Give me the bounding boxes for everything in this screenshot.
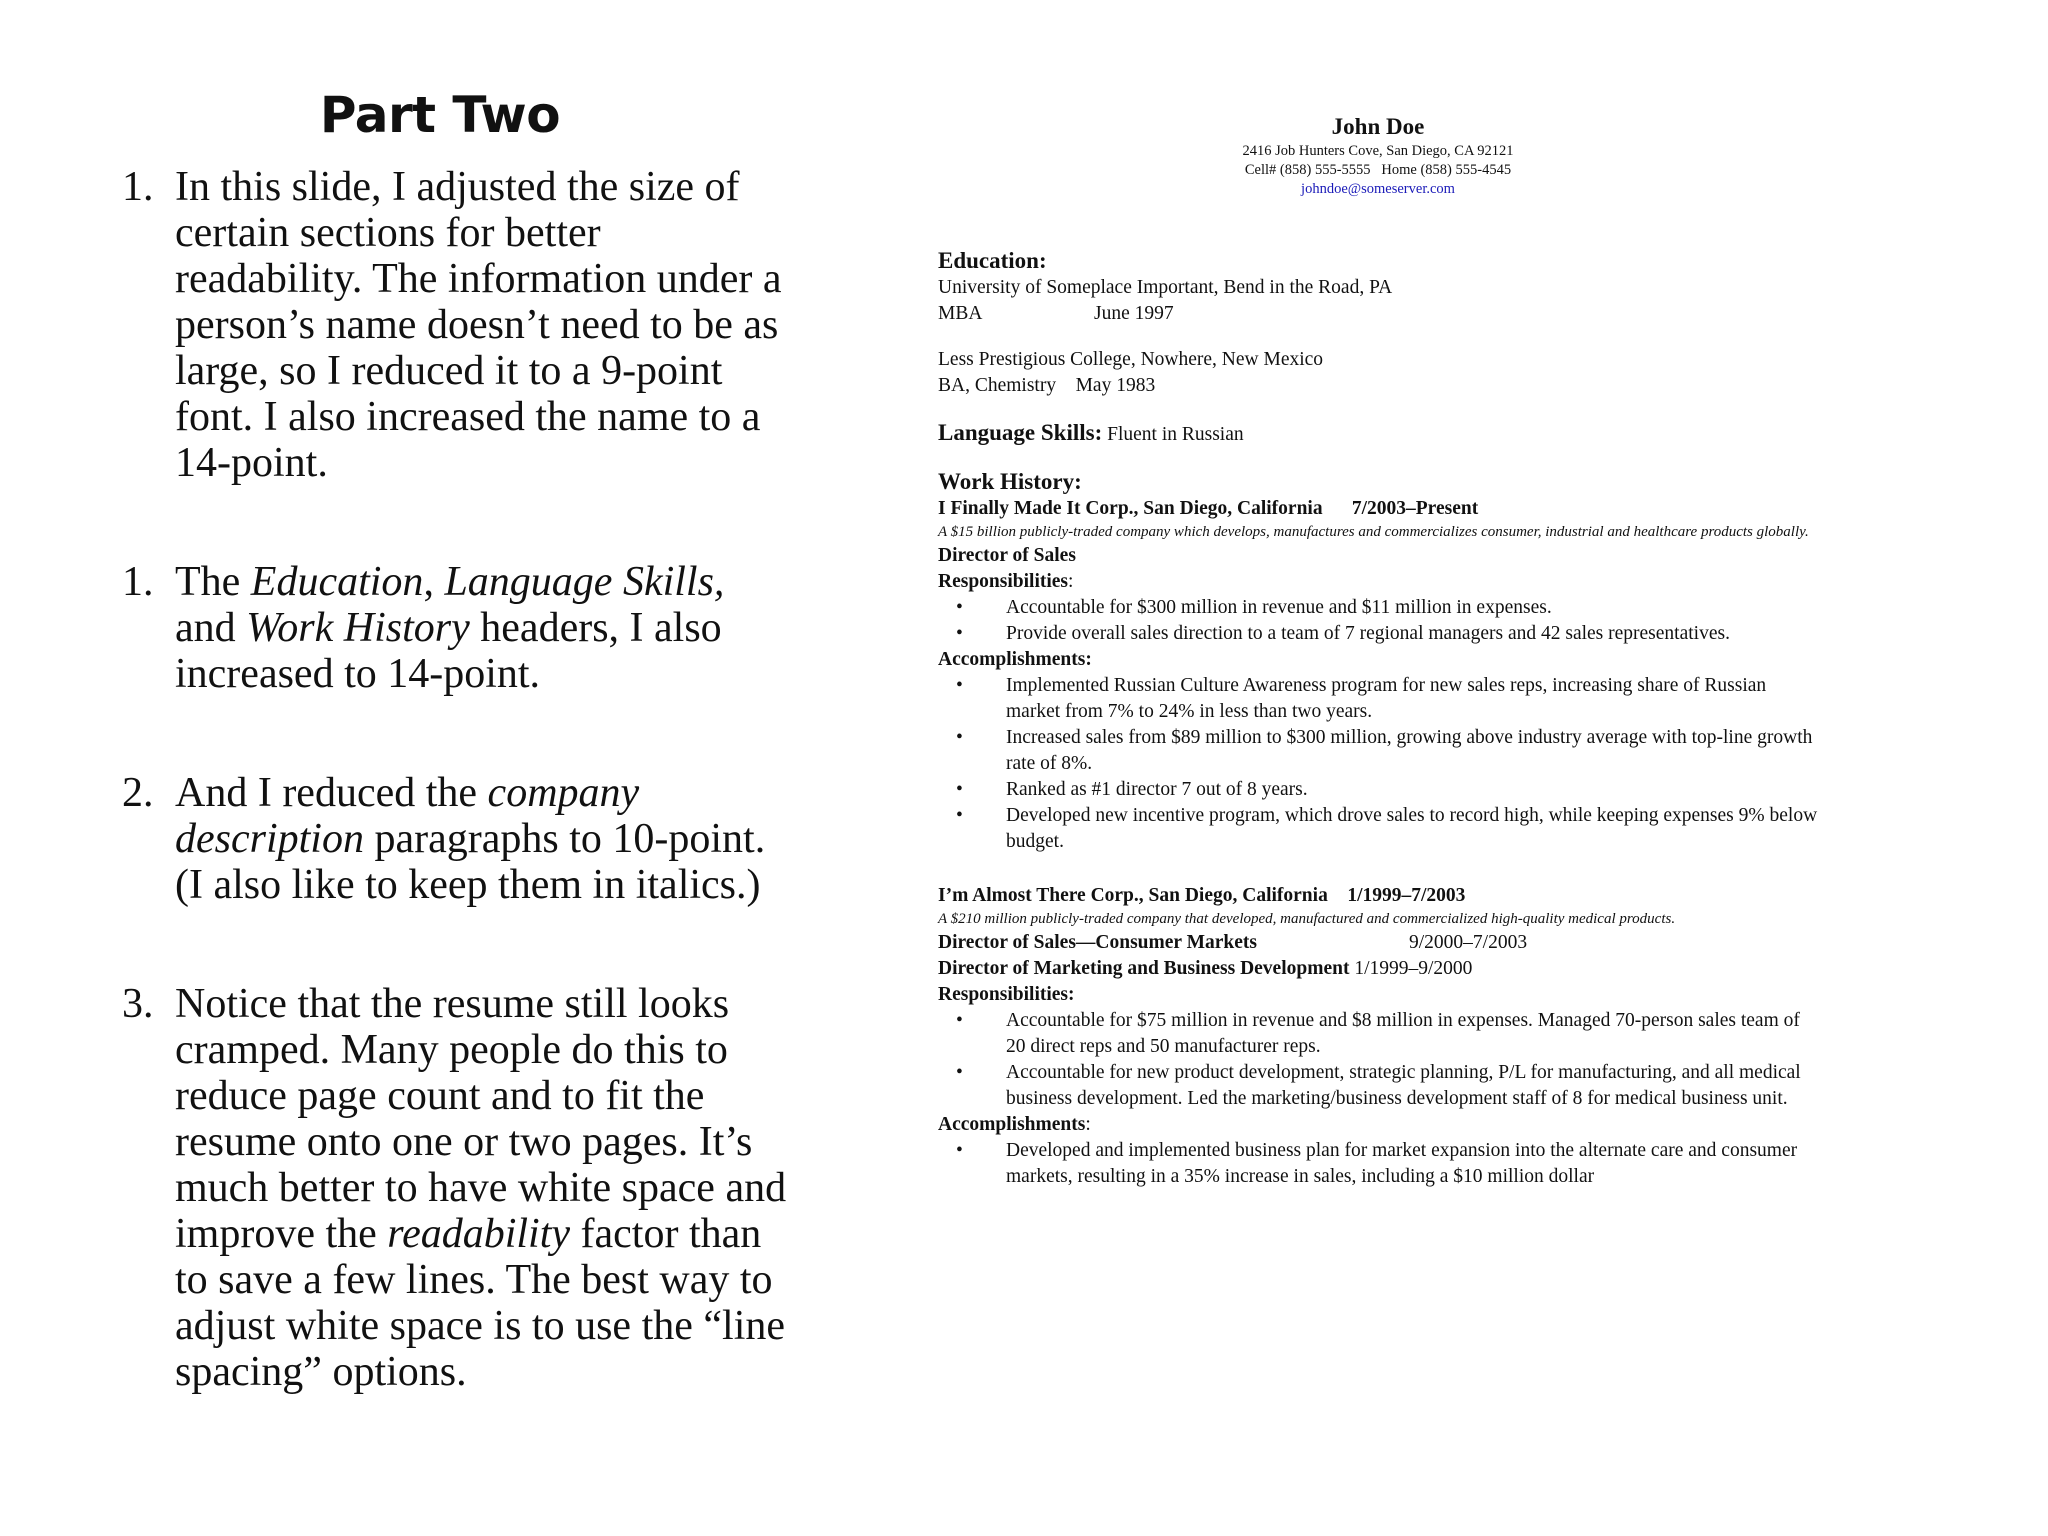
education-degree: BA, Chemistry <box>938 375 1057 396</box>
bullet-icon: • <box>956 1010 963 1031</box>
bullet-icon: • <box>956 623 963 644</box>
note-text: The <box>175 559 251 605</box>
accomplishments-list <box>938 673 1838 855</box>
education-degree-line <box>938 301 1838 327</box>
job-title: Director of Sales—Consumer Markets <box>938 932 1257 953</box>
resume-header <box>938 112 1818 199</box>
bullet-icon: • <box>956 675 963 696</box>
note-text: And I reduced the <box>175 770 488 816</box>
slide-title: Part Two <box>319 86 561 144</box>
note-emphasis: readability <box>387 1211 571 1257</box>
note-item <box>122 770 792 908</box>
note-text: Notice that the resume still looks cramped. Many people do this to reduce page count and to fit the resume onto one or two pages. It’s much better to have white space and improve the <box>175 981 787 1257</box>
note-text: , <box>423 559 445 605</box>
resume-address: 2416 Job Hunters Cove, San Diego, CA 92121 <box>1242 143 1514 159</box>
job-company: I’m Almost There Corp., San Diego, California <box>938 885 1328 906</box>
note-number: 1. <box>122 559 154 605</box>
cell-phone: Cell# (858) 555-5555 <box>1244 162 1371 178</box>
note-item <box>122 559 792 697</box>
list-item: • Ranked as #1 director 7 out of 8 years. <box>938 777 1818 803</box>
note-emphasis: Work History <box>246 605 470 651</box>
note-text: In this slide, I adjusted the size of certain sections for better readability. The information under a person’s name doesn’t need to be as large, so I reduced it to a 9-point font. I also increased the name to a 14-point. <box>175 164 782 486</box>
language-line <box>938 419 1838 448</box>
job-company-line <box>938 883 1838 909</box>
note-emphasis: Language Skills, <box>444 559 725 605</box>
list-item: • Accountable for $300 million in revenue and $11 million in expenses. <box>938 595 1818 621</box>
resume-name: John Doe <box>1331 114 1425 139</box>
responsibilities-label: Responsibilities: <box>938 984 1075 1005</box>
education-school: Less Prestigious College, Nowhere, New Mexico <box>938 349 1324 370</box>
responsibilities-list <box>938 1008 1838 1112</box>
list-item: • Increased sales from $89 million to $300 million, growing above industry average with top-line growth rate of 8%. <box>956 727 1813 774</box>
resume-phones <box>938 161 1818 180</box>
note-emphasis: company description <box>175 770 640 862</box>
language-heading: Language Skills: <box>938 420 1103 445</box>
note-text: paragraphs to 10-point. (I also like to keep them in italics.) <box>175 816 766 908</box>
bullet-icon: • <box>956 779 963 800</box>
home-phone: Home (858) 555-4545 <box>1381 162 1512 178</box>
list-item: • Accountable for $75 million in revenue and $8 million in expenses. Managed 70-person sales team of 20 direct reps and 50 manufacturer reps. <box>956 1010 1800 1057</box>
education-degree-line <box>938 373 1838 399</box>
note-emphasis: Education <box>250 559 424 605</box>
note-number: 3. <box>122 981 154 1027</box>
note-text: and <box>175 605 247 651</box>
accomplishments-label: Accomplishments: <box>938 649 1092 670</box>
job-title: Director of Marketing and Business Development <box>938 958 1350 979</box>
education-date: June 1997 <box>1094 303 1174 324</box>
job-title-line <box>938 956 1838 982</box>
job-dates: 7/2003–Present <box>1351 498 1479 519</box>
job-company-line <box>938 496 1838 522</box>
note-item <box>122 981 792 1395</box>
note-number: 2. <box>122 770 154 816</box>
bullet-icon: • <box>956 1062 963 1083</box>
bullet-icon: • <box>956 597 963 618</box>
list-item: • Implemented Russian Culture Awareness program for new sales reps, increasing share of Russian market from 7% to 24% in less than two years. <box>956 675 1767 722</box>
bullet-icon: • <box>956 727 963 748</box>
list-item: • Provide overall sales direction to a team of 7 regional managers and 42 sales representatives. <box>938 621 1818 647</box>
education-school: University of Someplace Important, Bend in the Road, PA <box>938 277 1393 298</box>
slide-notes-panel <box>0 0 880 1536</box>
accomplishments-list <box>938 1138 1838 1190</box>
note-text: factor than to save a few lines. The best way to adjust white space is to use the “line spacing” options. <box>175 1211 786 1395</box>
resume-email-link[interactable]: johndoe@someserver.com <box>1301 181 1455 197</box>
list-item: • Accountable for new product development, strategic planning, P/L for manufacturing, and all medical business development. Led the marketing/business development staff of 8 for medical business unit. <box>956 1062 1801 1109</box>
note-number: 1. <box>122 164 154 210</box>
accomplishments-label: Accomplishments: <box>938 1114 1091 1135</box>
education-date: May 1983 <box>1075 375 1156 396</box>
bullet-icon: • <box>956 1140 963 1161</box>
job-dates: 1/1999–7/2003 <box>1347 885 1466 906</box>
job-company: I Finally Made It Corp., San Diego, California <box>938 498 1323 519</box>
resume-document <box>938 112 1838 1190</box>
job-title: Director of Sales <box>938 545 1076 566</box>
note-item <box>122 164 792 486</box>
list-item: • Developed and implemented business plan for market expansion into the alternate care and consumer markets, resulting in a 35% increase in sales, including a $10 million dollar <box>956 1140 1798 1187</box>
education-degree: MBA <box>938 303 983 324</box>
company-description: A $210 million publicly-traded company that developed, manufactured and commercialized high-quality medical products. <box>938 911 1676 927</box>
notes-list <box>122 164 792 1395</box>
note-text: headers, I also increased to 14-point. <box>175 605 722 697</box>
job-title-line <box>938 930 1838 956</box>
responsibilities-label: Responsibilities: <box>938 571 1074 592</box>
list-item: • Developed new incentive program, which drove sales to record high, while keeping expenses 9% below budget. <box>956 805 1818 852</box>
job-title-dates: 1/1999–9/2000 <box>1354 958 1473 979</box>
job-title-dates: 9/2000–7/2003 <box>1409 932 1528 953</box>
bullet-icon: • <box>956 805 963 826</box>
work-heading: Work History: <box>938 469 1082 494</box>
language-value: Fluent in Russian <box>1107 424 1244 445</box>
education-heading: Education: <box>938 248 1047 273</box>
company-description: A $15 billion publicly-traded company which develops, manufactures and commercializes consumer, industrial and healthcare products globally. <box>938 524 1809 540</box>
responsibilities-list <box>938 595 1838 647</box>
